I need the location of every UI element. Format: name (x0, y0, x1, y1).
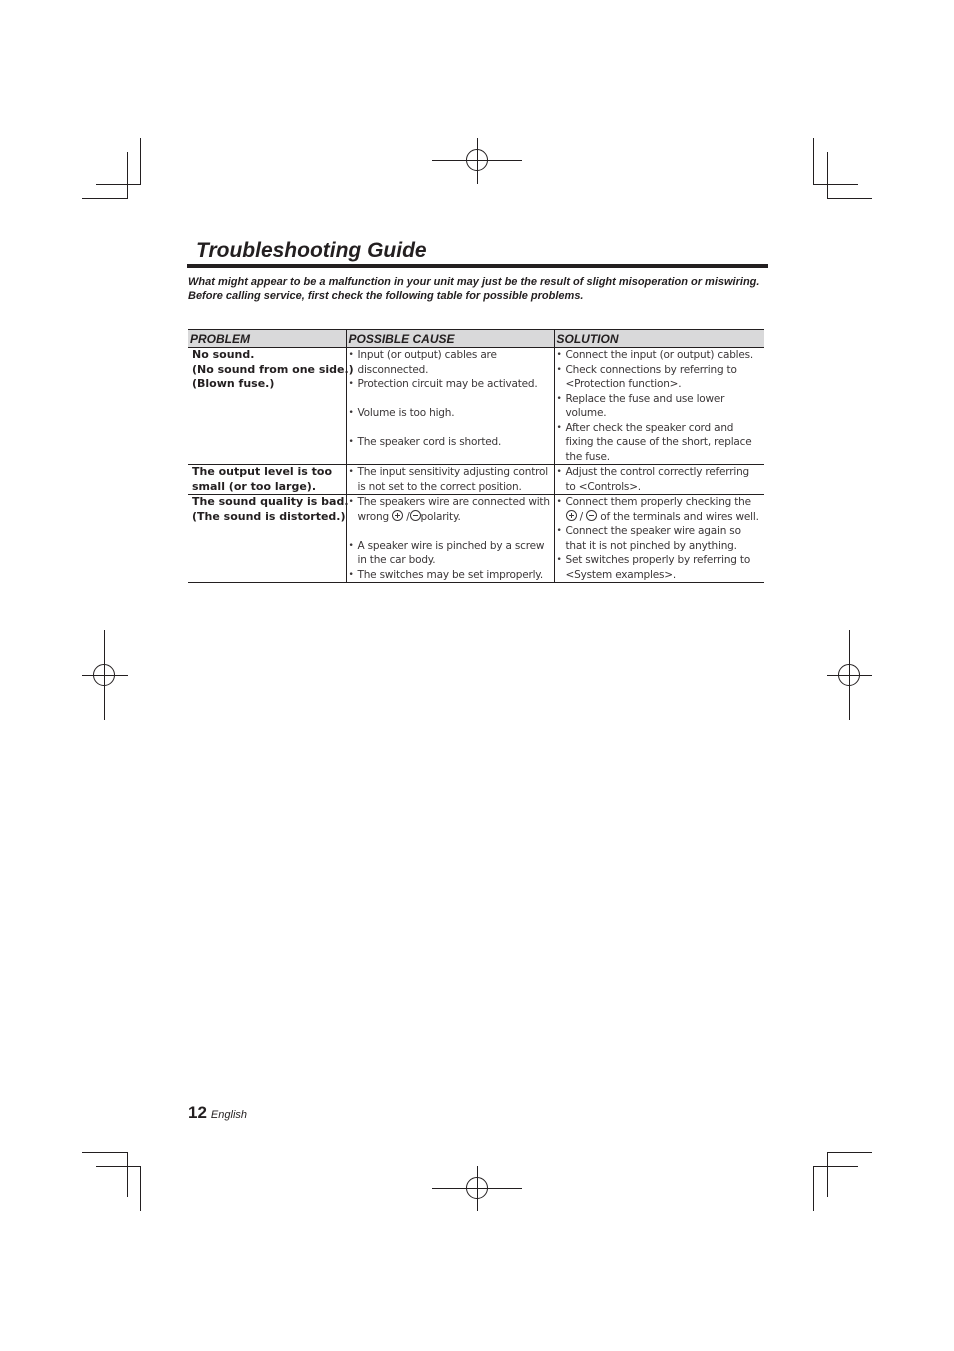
solution-item: • Replace the fuse and use lower volume. (557, 392, 763, 421)
registration-target-icon (838, 664, 860, 686)
intro-text: What might appear to be a malfunction in your unit may just be the result of slight misoperation or miswiring. Before calling service, first check the following table for possible problems. (188, 276, 760, 302)
cause-text: polarity. (420, 510, 461, 523)
title-underline (187, 264, 768, 268)
crop-mark (813, 1166, 814, 1211)
registration-target-icon (466, 1177, 488, 1199)
problem-line: (Blown fuse.) (192, 377, 275, 390)
solution-item: • Connect the input (or output) cables. (557, 348, 763, 363)
table-row (188, 465, 764, 495)
cause-text: The speakers wire are connected with wrong (357, 496, 550, 523)
problem-line: The sound quality is bad. (192, 495, 349, 508)
header-problem: PROBLEM (188, 330, 346, 348)
table-row (188, 495, 764, 583)
crop-mark (827, 1152, 872, 1153)
page-number: 12 (188, 1103, 207, 1122)
crop-mark (813, 184, 858, 185)
cause-cell (346, 495, 554, 583)
problem-line: small (or too large). (192, 479, 317, 493)
cause-item: • The switches may be set improperly. (349, 568, 552, 583)
cause-cell (346, 465, 554, 495)
solution-item: • Check connections by referring to <Protection function>. (557, 363, 763, 392)
problem-cell (188, 495, 349, 583)
crop-mark (827, 198, 872, 199)
solution-cell (554, 465, 764, 495)
problem-cell (188, 465, 346, 495)
crop-mark (140, 138, 141, 184)
cause-item: • The speaker cord is shorted. (349, 435, 552, 450)
solution-item (557, 495, 763, 524)
crop-mark (813, 138, 814, 184)
problem-line: No sound. (192, 348, 255, 361)
header-solution: SOLUTION (554, 330, 764, 348)
cause-cell (346, 348, 554, 465)
plus-polarity-icon (392, 510, 403, 521)
crop-mark (82, 198, 128, 199)
crop-mark (140, 1166, 141, 1211)
solution-item: • Set switches properly by referring to <System examples>. (557, 553, 763, 582)
solution-item: • Connect the speaker wire again so that it is not pinched by anything. (557, 524, 763, 553)
cause-item: • The input sensitivity adjusting control is not set to the correct position. (349, 465, 552, 494)
cause-item: • Volume is too high. (349, 406, 552, 421)
page-footer (188, 1103, 247, 1123)
table-header-row (188, 330, 764, 348)
minus-polarity-icon (410, 510, 421, 521)
crop-mark (127, 152, 128, 198)
plus-polarity-icon (566, 510, 577, 521)
minus-polarity-icon (586, 510, 597, 521)
cause-item: • Input (or output) cables are disconnected. (349, 348, 552, 377)
separator: / (576, 510, 587, 523)
registration-target-icon (93, 664, 115, 686)
crop-mark (827, 152, 828, 198)
problem-line: (The sound is distorted.) (192, 509, 346, 523)
problem-cell (188, 348, 354, 465)
crop-mark (127, 1152, 128, 1197)
solution-item: • Adjust the control correctly referring to <Controls>. (557, 465, 763, 494)
solution-item: • After check the speaker cord and fixing the cause of the short, replace the fuse. (557, 421, 763, 465)
solution-cell (554, 495, 764, 583)
cause-item: • Protection circuit may be activated. (349, 377, 552, 392)
troubleshooting-table (188, 329, 764, 583)
header-possible-cause: POSSIBLE CAUSE (346, 330, 554, 348)
page-title: Troubleshooting Guide (196, 239, 427, 262)
solution-text: of the terminals and wires well. (597, 510, 759, 523)
cause-item (349, 495, 552, 524)
crop-mark (96, 1166, 141, 1167)
problem-line: The output level is too (192, 465, 333, 478)
problem-line: (No sound from one side.) (192, 362, 354, 376)
separator: / (403, 510, 410, 523)
solution-cell (554, 348, 764, 465)
registration-target-icon (466, 149, 488, 171)
crop-mark (82, 1152, 128, 1153)
table-row (188, 348, 764, 465)
crop-mark (813, 1166, 858, 1167)
crop-mark (96, 184, 141, 185)
cause-item: • A speaker wire is pinched by a screw in the car body. (349, 539, 552, 568)
solution-text: Connect them properly checking the (565, 496, 751, 508)
crop-mark (827, 1152, 828, 1197)
language-label: English (210, 1109, 247, 1121)
